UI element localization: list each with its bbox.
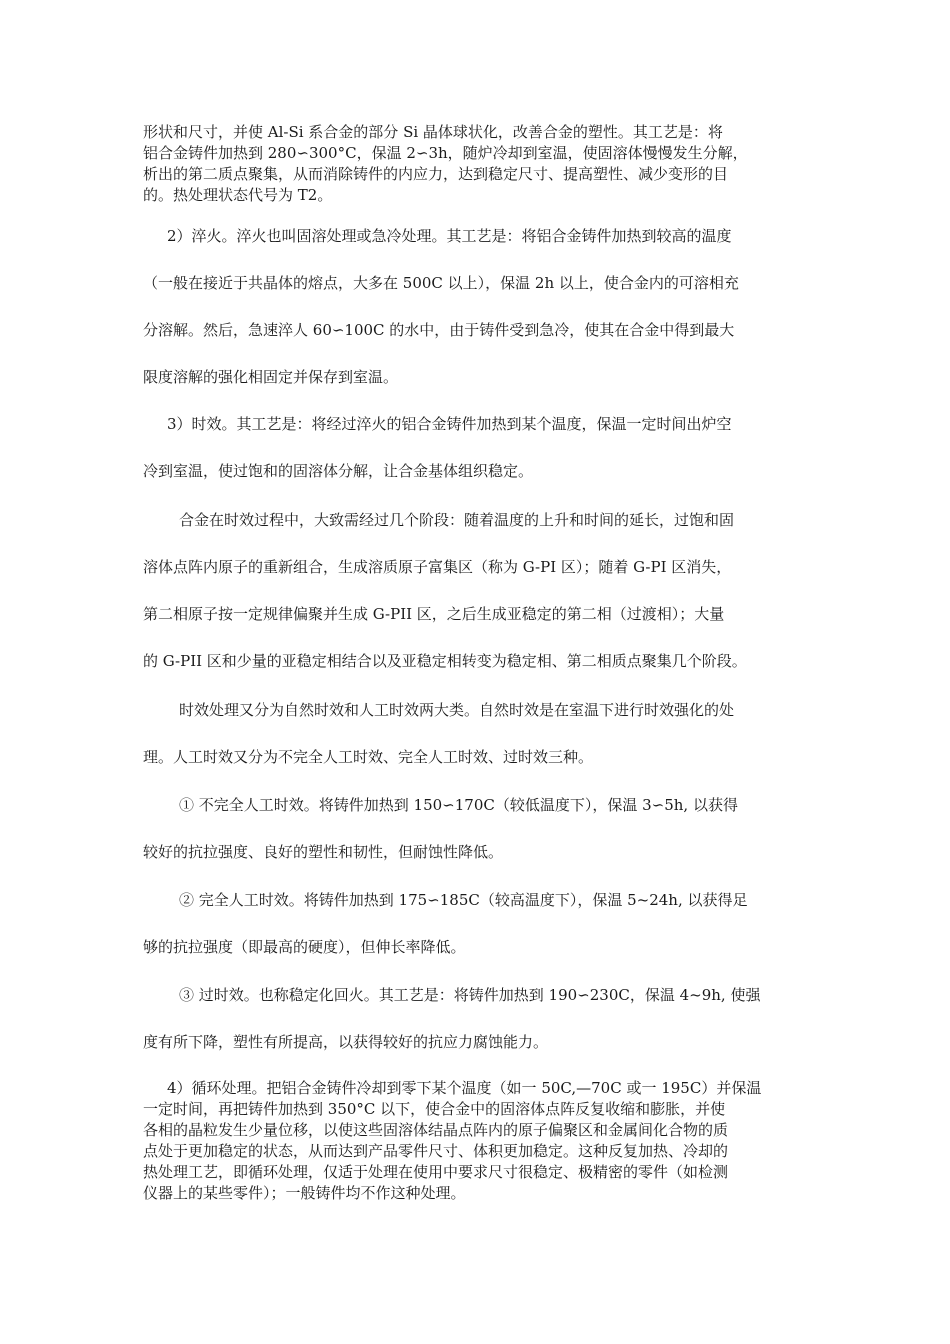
text-line: 的。热处理状态代号为 T2。: [143, 186, 333, 204]
text-line: 限度溶解的强化相固定并保存到室温。: [143, 368, 399, 386]
text-line: 形状和尺寸，并使 Al-Si 系合金的部分 Si 晶体球状化，改善合金的塑性。其工艺是：将: [143, 123, 723, 141]
text-line: 的 G-PII 区和少量的亚稳定相结合以及亚稳定相转变为稳定相、第二相质点聚集几个阶段。: [143, 652, 747, 670]
text-line: ② 完全人工时效。将铸件加热到 175∽185C（较高温度下），保温 5~24h, 以获得足: [179, 891, 748, 909]
text-line: 析出的第二质点聚集，从而消除铸件的内应力，达到稳定尺寸、提高塑性、减少变形的目: [143, 165, 729, 183]
text-line: 3）时效。其工艺是：将经过淬火的铝合金铸件加热到某个温度，保温一定时间出炉空: [167, 415, 732, 433]
text-line: 一定时间，再把铸件加热到 350°C 以下，使合金中的固溶体点阵反复收缩和膨胀，并使: [143, 1100, 726, 1118]
paragraph-annealing-continued: [143, 122, 818, 206]
text-line: 铝合金铸件加热到 280∽300°C，保温 2∽3h，随炉冷却到室温，使固溶体慢慢发生分解，: [143, 144, 748, 162]
text-line: 点处于更加稳定的状态，从而达到产品零件尺寸、体积更加稳定。这种反复加热、冷却的: [143, 1142, 729, 1160]
text-line: 第二相原子按一定规律偏聚并生成 G-PII 区，之后生成亚稳定的第二相（过渡相）；大量: [143, 605, 725, 623]
text-line: 合金在时效过程中，大致需经过几个阶段：随着温度的上升和时间的延长，过饱和固: [179, 511, 735, 529]
text-line: 理。人工时效又分为不完全人工时效、完全人工时效、过时效三种。: [143, 748, 594, 766]
text-line: 较好的抗拉强度、良好的塑性和韧性，但耐蚀性降低。: [143, 843, 504, 861]
text-line: 2）淬火。淬火也叫固溶处理或急冷处理。其工艺是：将铝合金铸件加热到较高的温度: [167, 227, 732, 245]
text-line: ① 不完全人工时效。将铸件加热到 150∽170C（较低温度下），保温 3∽5h, 以获得: [179, 796, 738, 814]
paragraph-over-aging: [143, 972, 818, 1066]
text-line: 仪器上的某些零件）；一般铸件均不作这种处理。: [143, 1184, 466, 1202]
paragraph-cycling: [143, 1078, 818, 1204]
text-line: ③ 过时效。也称稳定化回火。其工艺是：将铸件加热到 190∽230C，保温 4~9h, 使强: [179, 986, 761, 1004]
text-line: 分溶解。然后，急速淬人 60∽100C 的水中，由于铸件受到急冷，使其在合金中得到最大: [143, 321, 735, 339]
paragraph-aging-stages: [143, 497, 818, 685]
text-line: 冷到室温，使过饱和的固溶体分解，让合金基体组织稳定。: [143, 462, 534, 480]
text-line: 度有所下降，塑性有所提高，以获得较好的抗应力腐蚀能力。: [143, 1033, 549, 1051]
text-line: 溶体点阵内原子的重新组合，生成溶质原子富集区（称为 G-PI 区）；随着 G-PI 区消失，: [143, 558, 732, 576]
text-line: 各相的晶粒发生少量位移，以使这些固溶体结晶点阵内的原子偏聚区和金属间化合物的质: [143, 1121, 729, 1139]
paragraph-complete-aging: [143, 877, 818, 971]
paragraph-quenching: [143, 213, 818, 401]
paragraph-aging: [143, 401, 818, 495]
text-line: 4）循环处理。把铝合金铸件冷却到零下某个温度（如一 50C,—70C 或一 195C）并保温: [167, 1079, 762, 1097]
text-line: （一般在接近于共晶体的熔点，大多在 500C 以上），保温 2h 以上，使合金内的可溶相充: [143, 274, 739, 292]
paragraph-aging-types: [143, 687, 818, 781]
text-line: 热处理工艺，即循环处理，仅适于处理在使用中要求尺寸很稳定、极精密的零件（如检测: [143, 1163, 729, 1181]
paragraph-incomplete-aging: [143, 782, 818, 876]
text-line: 时效处理又分为自然时效和人工时效两大类。自然时效是在室温下进行时效强化的处: [179, 701, 735, 719]
text-line: 够的抗拉强度（即最高的硬度），但伸长率降低。: [143, 938, 466, 956]
